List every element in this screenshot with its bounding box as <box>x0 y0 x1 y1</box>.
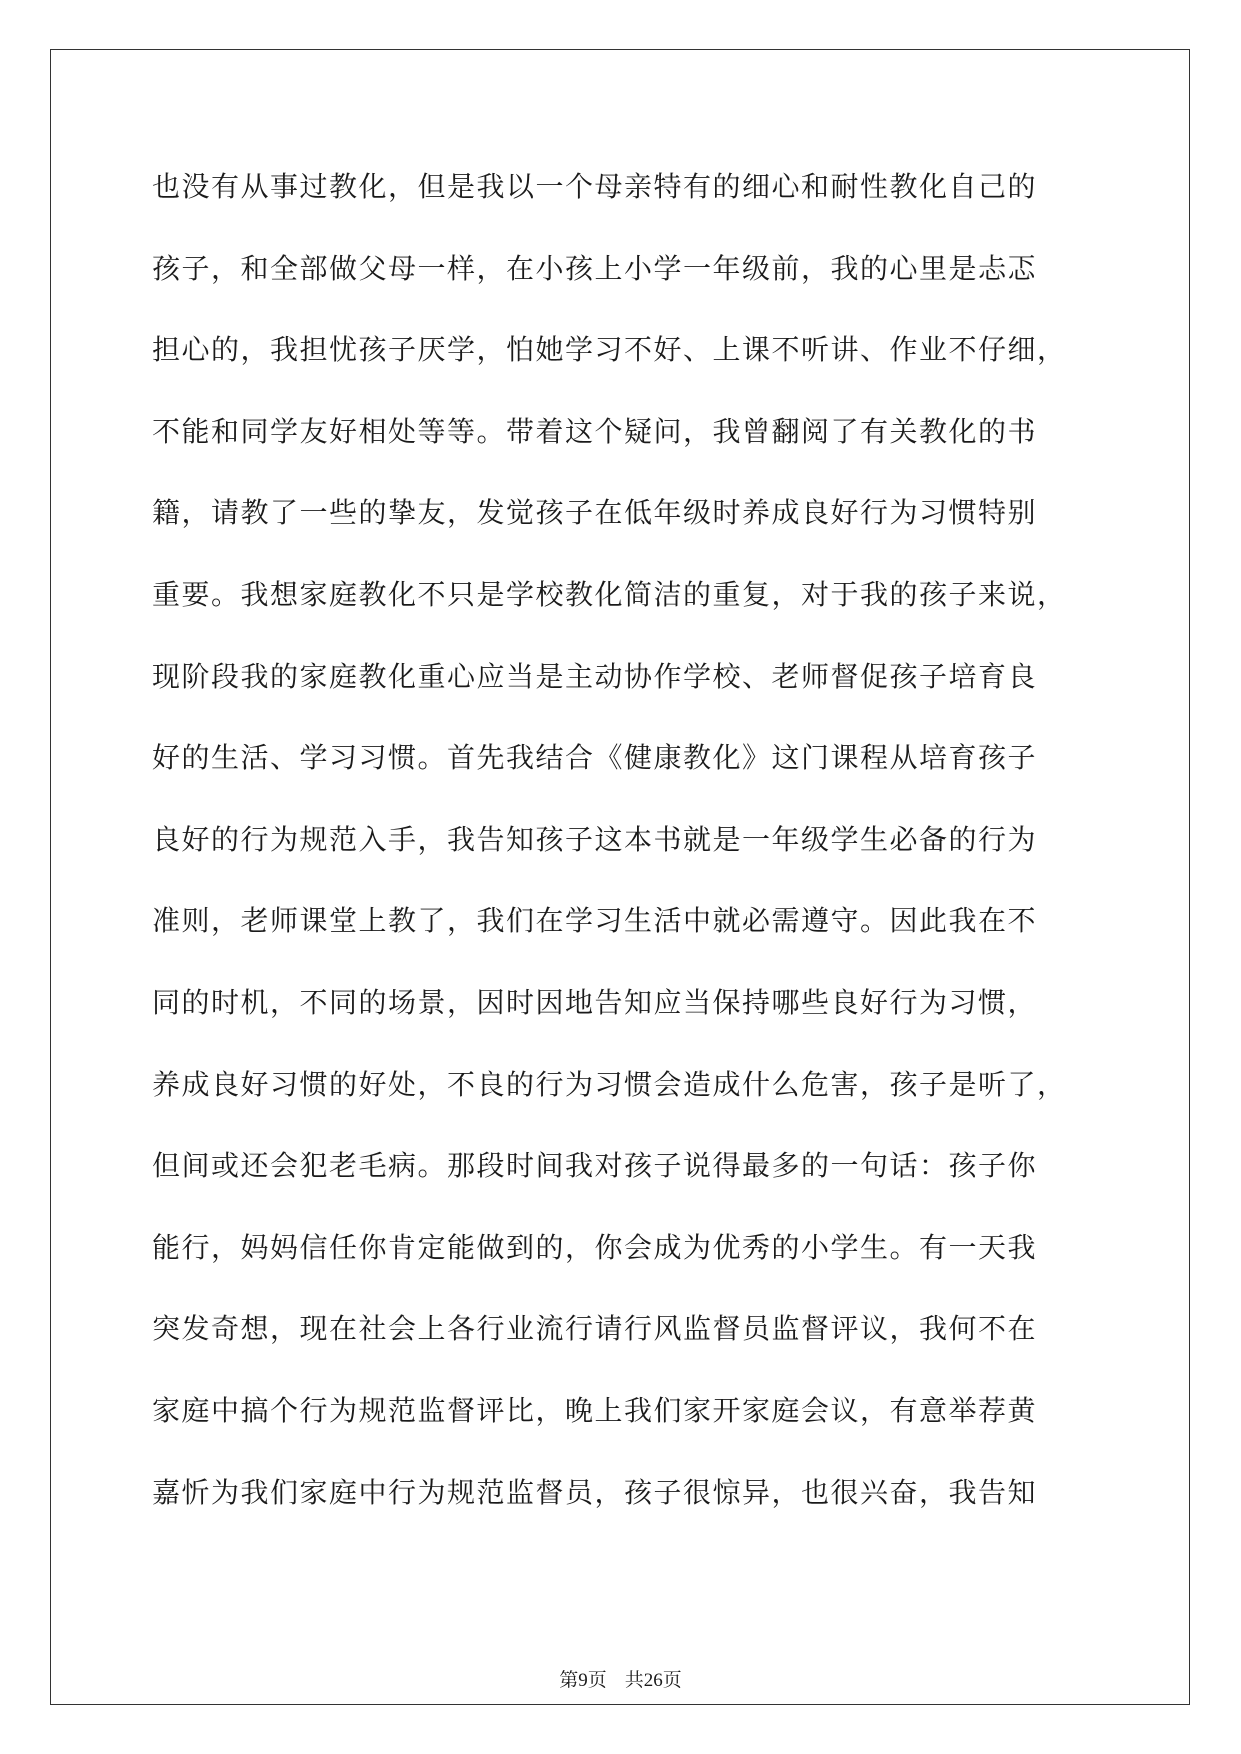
text-line-15: 突发奇想，现在社会上各行业流行请行风监督员监督评议，我何不在 <box>152 1312 1038 1346</box>
text-line-2: 孩子，和全部做父母一样，在小孩上小学一年级前，我的心里是忐忑 <box>152 251 1038 285</box>
text-line-5: 籍，请教了一些的挚友，发觉孩子在低年级时养成良好行为习惯特别 <box>152 496 1038 530</box>
text-line-11: 同的时机，不同的场景，因时因地告知应当保持哪些良好行为习惯， <box>152 985 1038 1019</box>
text-line-9: 良好的行为规范入手，我告知孩子这本书就是一年级学生必备的行为 <box>152 822 1038 856</box>
text-line-13: 但间或还会犯老毛病。那段时间我对孩子说得最多的一句话：孩子你 <box>152 1149 1038 1183</box>
text-line-6: 重要。我想家庭教化不只是学校教化简洁的重复，对于我的孩子来说， <box>152 577 1067 611</box>
total-suffix: 页 <box>662 1669 682 1691</box>
text-line-16: 家庭中搞个行为规范监督评比，晚上我们家开家庭会议，有意举荐黄 <box>152 1393 1038 1427</box>
text-line-14: 能行，妈妈信任你肯定能做到的，你会成为优秀的小学生。有一天我 <box>152 1230 1038 1264</box>
text-line-17: 嘉忻为我们家庭中行为规范监督员，孩子很惊异，也很兴奋，我告知 <box>152 1475 1038 1509</box>
total-pages: 26 <box>643 1670 663 1691</box>
page-suffix: 页 <box>587 1669 607 1691</box>
text-line-3: 担心的，我担忧孩子厌学，怕她学习不好、上课不听讲、作业不仔细， <box>152 333 1067 367</box>
text-line-12: 养成良好习惯的好处，不良的行为习惯会造成什么危害，孩子是听了， <box>152 1067 1067 1101</box>
text-line-8: 好的生活、学习习惯。首先我结合《健康教化》这门课程从培育孩子 <box>152 741 1038 775</box>
body-text <box>152 168 1102 1555</box>
text-line-1: 也没有从事过教化，但是我以一个母亲特有的细心和耐性教化自己的 <box>152 170 1038 203</box>
text-line-7: 现阶段我的家庭教化重心应当是主动协作学校、老师督促孩子培育良 <box>152 659 1038 693</box>
text-line-4: 不能和同学友好相处等等。带着这个疑问，我曾翻阅了有关教化的书 <box>152 414 1038 448</box>
page-footer <box>0 1668 1241 1693</box>
page-number: 9 <box>578 1670 588 1691</box>
page-prefix: 第 <box>559 1669 579 1691</box>
total-prefix: 共 <box>624 1669 644 1691</box>
text-line-10: 准则，老师课堂上教了，我们在学习生活中就必需遵守。因此我在不 <box>152 904 1038 938</box>
